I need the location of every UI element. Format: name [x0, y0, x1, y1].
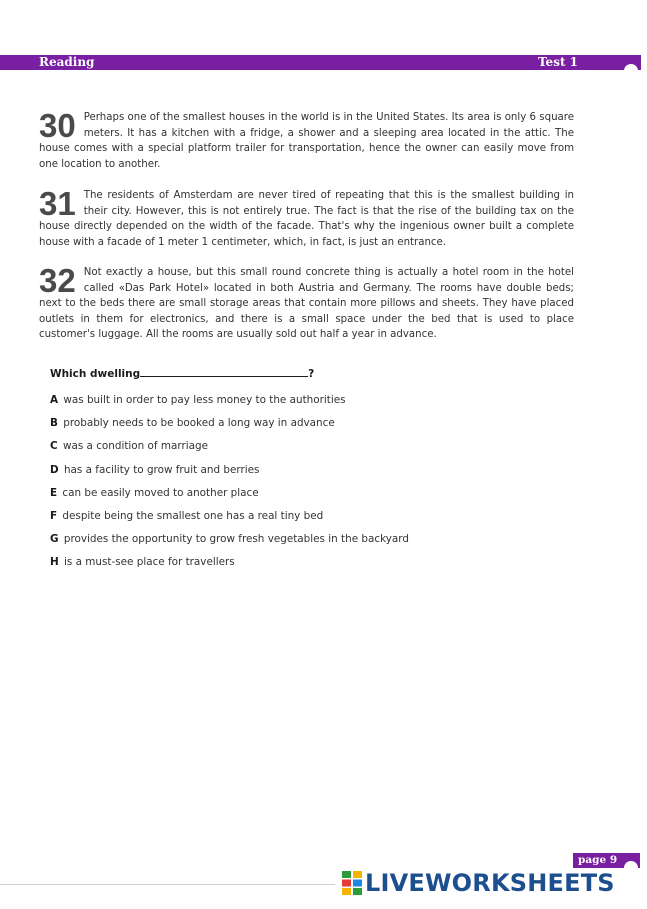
option-letter: C [50, 440, 58, 453]
liveworksheets-logo-icon [342, 871, 362, 895]
option-g [50, 528, 409, 551]
passage-30 [39, 107, 574, 172]
option-letter: G [50, 533, 59, 546]
passage-32 [39, 262, 574, 343]
footer-divider [0, 884, 335, 885]
option-letter: B [50, 417, 58, 430]
options-list [50, 389, 409, 575]
page-number: page 9 [578, 854, 618, 866]
option-e [50, 482, 409, 505]
option-d [50, 459, 409, 482]
option-text: has a facility to grow fruit and berries [63, 463, 260, 476]
option-letter: F [50, 510, 58, 523]
question-prefix: Which dwelling [50, 368, 141, 380]
option-text: despite being the smallest one has a real tiny bed [62, 510, 324, 523]
option-f [50, 505, 409, 528]
option-letter: H [50, 556, 59, 569]
section-title: Reading [39, 55, 95, 69]
option-h [50, 551, 409, 574]
passage-number: 31 [39, 185, 76, 222]
header-notch [624, 64, 638, 78]
question-prompt [50, 366, 314, 382]
passage-31 [39, 185, 574, 250]
option-letter: A [50, 394, 59, 406]
option-b [50, 412, 409, 435]
option-text: provides the opportunity to grow fresh vegetables in the backyard [63, 533, 409, 546]
question-suffix: ? [308, 368, 315, 380]
footer-notch [624, 861, 638, 875]
option-text: was a condition of marriage [62, 440, 208, 453]
option-text: was built in order to pay less money to the authorities [63, 394, 346, 406]
passage-text: Perhaps one of the smallest houses in the world is in the United States. Its area is only 6 square meters. It has a kitchen with a fridge, a shower and a sleeping area located in the attic. The house comes with a special platform trailer for transportation, hence the owner can easily move from one location to another. [39, 112, 574, 170]
passage-text: The residents of Amsterdam are never tired of repeating that this is the smallest building in their city. However, this is not entirely true. The fact is that the rise of the building tax on the house directly depended on the width of the facade. That's why the ingenious owner built a complete house with a facade of 1 meter 1 centimeter, which, in fact, is just an entrance. [39, 190, 574, 248]
passage-number: 32 [39, 262, 76, 299]
option-letter: E [50, 486, 58, 499]
passage-text: Not exactly a house, but this small round concrete thing is actually a hotel room in the hotel called «Das Park Hotel» located in both Austria and Germany. The rooms have double beds; next to the beds there are small storage areas that contain more pillows and sheets. They have placed outlets in them for electronics, and there is a small space under the bed that is used to place customer's luggage. All the rooms are usually sold out half a year in advance. [39, 267, 574, 341]
option-letter: D [50, 463, 59, 476]
option-c [50, 435, 409, 458]
brand-name[interactable]: LIVEWORKSHEETS [365, 869, 615, 897]
question-blank [140, 366, 308, 377]
option-text: is a must-see place for travellers [64, 556, 235, 569]
option-a [50, 389, 409, 412]
passage-number: 30 [39, 107, 76, 144]
test-title: Test 1 [538, 55, 579, 69]
option-text: can be easily moved to another place [62, 486, 259, 499]
option-text: probably needs to be booked a long way in advance [63, 417, 335, 430]
